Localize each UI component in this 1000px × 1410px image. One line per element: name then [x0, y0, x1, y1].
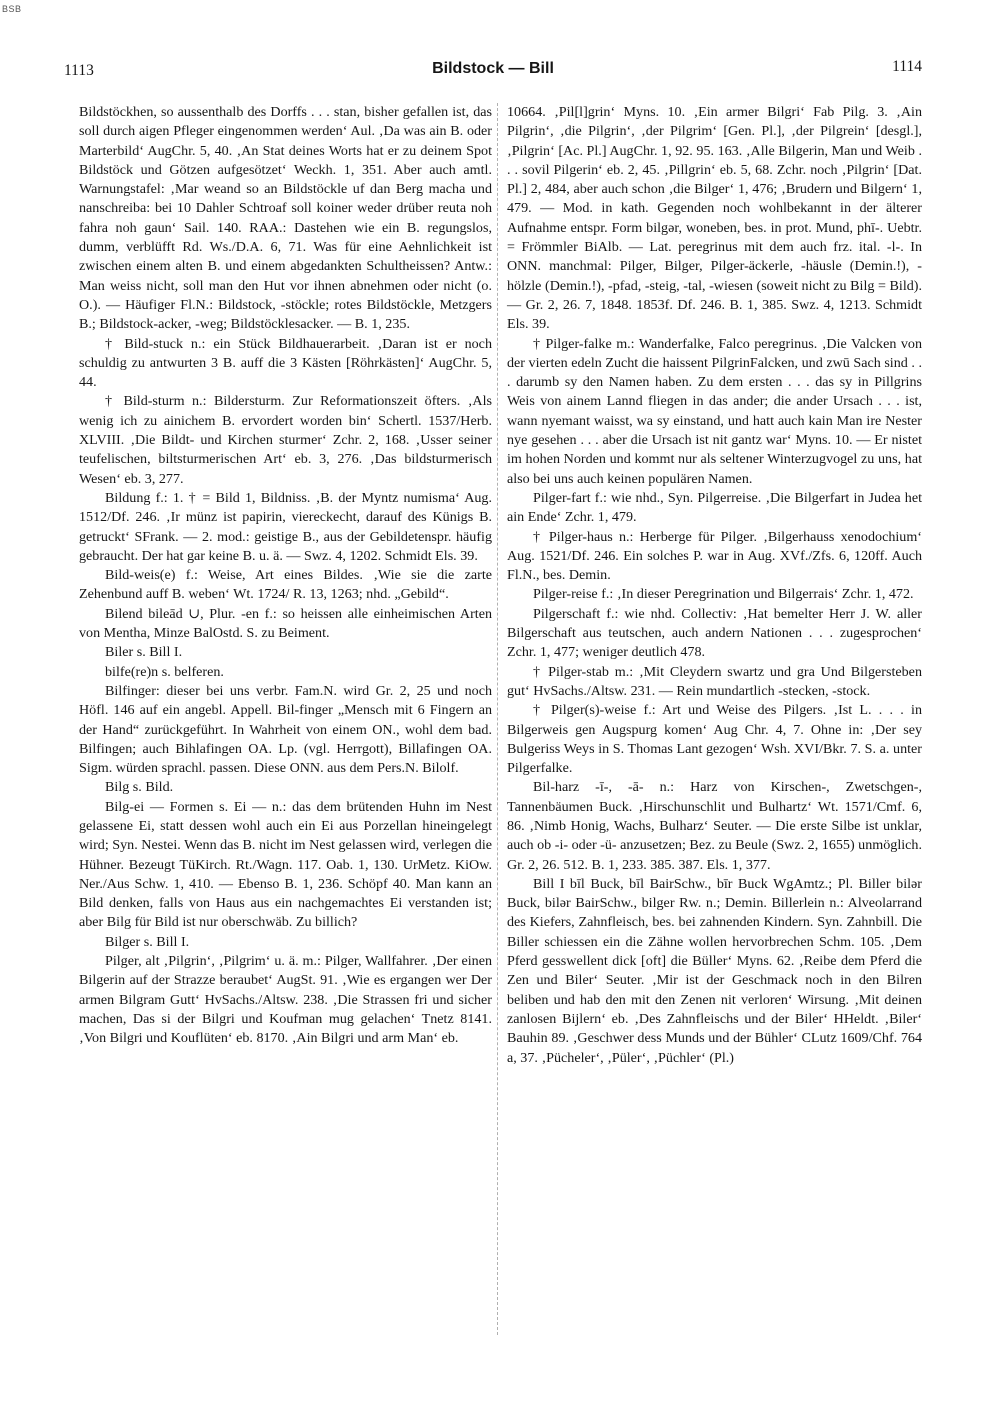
right-column	[507, 103, 922, 1068]
column-divider	[497, 103, 499, 1335]
entry-bild-stuck: † Bild-stuck n.: ein Stück Bildhauerarbeit. ‚Daran ist er noch schuldig zu antwurten 3 B. auff die 3 Kästen [Röhrkästen]‘ AugChr. 5, 44.	[79, 335, 492, 391]
entry-pilger-continued: 10664. ‚Pil[l]grin‘ Myns. 10. ‚Ein armer Bilgri‘ Fab Pilg. 3. ‚Ain Pilgrin‘, ‚die Pilgrin‘, ‚der Pilgrim‘ [Gen. Pl.], ‚der Pilgrein‘ [desgl.], ‚Pilgrin‘ [Ac. Pl.] AugChr. 1, 92. 95. 163. ‚Alle Bilgerin, Man und Weib . . . sovil Pilgerin‘ eb. 2, 45. ‚Pillgrin‘ eb. 5, 68. Zchr. noch ‚Pilgrin‘ [Dat. Pl.] 2, 484, aber auch schon ‚die Bilger‘ 1, 476; ‚Brudern und Bilgern‘ 1, 479. — Mod. in kath. Gegenden noch wohlbekannt in der älterer Aufnahme entspr. Form bilgər, woneben, bes. in prot. Mund, phī-. Uebtr. = Frömmler BiAlb. — Lat. peregrinus mit dem auch frz. ital. -l-. In ONN. manchmal: Pilger, Bilger, Pilger-äckerle, -häusle (Demin.!), -hölzle (Demin.!), -pfad, -steig, -tal, -wiesen (soweit nicht zu Bilg = Bild). — Gr. 2, 26. 7, 1848. 1853f. Df. 246. B. 1, 385. Swz. 4, 1213. Schmidt Els. 39.	[507, 104, 922, 333]
entry-pilger-fart: Pilger-fart f.: wie nhd., Syn. Pilgerreise. ‚Die Bilgerfart in Judea het ain Ende‘ Zchr. 1, 479.	[507, 489, 922, 526]
entry-bildung: Bildung f.: 1. † = Bild 1, Bildniss. ‚B. der Myntz numisma‘ Aug. 1512/Df. 246. ‚Ir münz ist papirin, viereckecht, darauf des Künigs B. getruckt‘ SFrank. — 2. mod.: geistige B., aus der Gebildetenspr. häufig gebraucht. Der hat gar keine B. u. ä. — Swz. 4, 1202. Schmidt Els. 39.	[79, 489, 492, 564]
entry-bilg-ei: Bilg-ei — Formen s. Ei — n.: das dem brütenden Huhn im Nest gelassene Ei, statt dessen wohl auch ein Ei aus Porzellan hineingelegt wird; Syn. Nestei. Wenn das B. nicht im Nest gelassen wird, verlegen die Hühner. Bezeugt TüKirch. Rt./Wagn. 117. Oab. 1, 130. UrMetz. KiOw. Ner./Aus Schw. 1, 410. — Ebenso B. 1, 236. Schöpf 40. Man kann an Bild denken, falls von Haus aus ein nachgemachtes Ei verstanden ist; aber Bilg für Bild ist nur oberschwäb. Zu billich?	[79, 798, 492, 931]
entry-biler: Biler s. Bill I.	[105, 644, 183, 661]
entry-pilger-haus: † Pilger-haus n.: Herberge für Pilger. ‚Bilgerhauss xenodochium‘ Aug. 1521/Df. 246. Ein solches P. war in Aug. XVf./Zfs. 6, 120ff. Auch Fl.N., bes. Demin.	[507, 528, 922, 584]
entry-bild-sturm: † Bild-sturm n.: Bildersturm. Zur Reformationszeit öfters. ‚Als wenig ich zu ainichem B. ervordert worden bin‘ Schertl. 1537/Herb. XLVIII. ‚Die Bildt- und Kirchen sturmer‘ Zchr. 2, 168. ‚Usser seiner teufelischen, biltsturmerischen Art‘ eb. 3, 276. ‚Das bildsturmerisch Wesen‘ eb. 3, 277.	[79, 393, 492, 487]
entry-bilg: Bilg s. Bild.	[105, 779, 174, 796]
entry-pilger-weise: † Pilger(s)-weise f.: Art und Weise des Pilgers. ‚Ist L. . . . in Bilgerweis gen Augspurg komen‘ Aug Chr. 4, 7. Ohne in: ‚Der sey Bulgeriss Weys in S. Thomas Lant gezogen‘ Wsh. XVI/Bkr. 7. S. a. unter Pilgerfalke.	[507, 702, 922, 777]
entry-pilger-reise: Pilger-reise f.: ‚In dieser Peregrination und Bilgerrais‘ Zchr. 1, 472.	[533, 586, 914, 603]
entry-bild-weise: Bild-weis(e) f.: Weise, Art eines Bildes. ‚Wie sie die zarte Zehenbund auff B. weben‘ Wt. 1724/ R. 13, 1263; nhd. „Gebild“.	[79, 567, 492, 603]
page-header	[64, 58, 922, 84]
page-number-left: 1113	[64, 62, 94, 79]
library-watermark: BSB	[2, 4, 22, 14]
entry-pilger: Pilger, alt ‚Pilgrin‘, ‚Pilgrim‘ u. ä. m.: Pilger, Wallfahrer. ‚Der einen Bilgerin auf der Strazze beraubet‘ AugSt. 91. ‚Wie es ergangen wer Der armen Bilgram Gutt‘ HvSachs./Altsw. 238. ‚Die Strassen fri und sicher machen, Das si der Bilgri und Koufman mug gelachen‘ Tnetz 8141. ‚Von Bilgri und Kouflüten‘ eb. 8170. ‚Ain Bilgri und arm Man‘ eb.	[79, 953, 492, 1047]
entry-bilend: Bilend bileād ∪, Plur. -en f.: so heissen alle einheimischen Arten von Mentha, Minze BalOstd. S. zu Beiment.	[79, 605, 492, 642]
entry-pilgerschaft: Pilgerschaft f.: wie nhd. Collectiv: ‚Hat bemelter Herr J. W. aller Bilgerschaft aus teutschen, auch andern Nationen . . . zugesprochen‘ Zchr. 1, 477; weniger deutlich 478.	[507, 605, 922, 661]
entry-bildstock-continued: Bildstöckhen, so aussenthalb des Dorffs . . . stan, bisher gefallen ist, das soll durch aigen Pfleger eingenommen werden‘ Aul. ‚Da was ain B. oder Marterbild‘ AugChr. 5, 40. ‚An Stat deines Worts hat er zu deinem Spot Bildstöck und Götzen aufgesötzet‘ Weckh. 1, 351. Aber auch amtl. Warnungstafel: ‚Mar weand so an Bildstöckle uf dan Berg macha und nanschreiba: bei 10 Dahler Schtroaf soll koiner weder drüber reuta noh fahra noh gaun‘ Sail. 140. RAA.: Dastehen wie ein B. regungslos, dumm, verblüfft Rd. Ws./D.A. 6, 71. Was für eine Aehnlichkeit ist zwischen einem alten B. und einem abgedankten Schultheissen? Antw.: Man weiss nicht, soll man den Hut vor ihnen abnehmen oder nicht (o. O.). — Häufiger Fl.N.: Bildstock, -stöckle; rotes Bildstöckle, Metzgers B.; Bildstock-acker, -weg; Bildstöcklesacker. — B. 1, 235.	[79, 104, 492, 333]
entry-bill-i: Bill I bīl Buck, bīl BairSchw., bīr Buck WgAmtz.; Pl. Biller bilər Buck, bilər BairSchw., bilger Rw. n.; Demin. Billerlein n.: Alveolarrand des Kiefers, Zahnfleisch, bes. bei zahnenden Kindern. Syn. Zahnbill. Die Biller schiessen ein die Zähne wollen hervorbrechen Schm. 105. ‚Dem Pferd gesswellent dick [oft] die Büller‘ Myns. 62. ‚Reibe dem Pferd die Zen und Biler‘ Seuter. ‚Mir ist der Geschmack noch in den Bilren beliben und hab den mit den Zenen nit verloren‘ Wirsung. ‚Mit deinen zanlosen Bijlern‘ eb. ‚Des Zahnfleischs und der Biler‘ HHeldt. ‚Biler‘ Bauhin 89. ‚Geschwer dess Munds und der Bühler‘ CLutz 1609/Chf. 764 a, 37. ‚Pücheler‘, ‚Püler‘, ‚Püchler‘ (Pl.)	[507, 875, 922, 1066]
entry-bil-harz: Bil-harz -ī-, -ā- n.: Harz von Kirschen-, Zwetschgen-, Tannenbäumen Buck. ‚Hirschunschlit und Bulhartz‘ Wt. 1571/Cmf. 6, 86. ‚Nimb Honig, Wachs, Bulharz‘ Seuter. — Die erste Silbe ist unklar, auch ob -i- oder -ü- anzusetzen; Bez. zu Beule (Swz. 2, 1655) unmöglich. Gr. 2, 26. 512. B. 1, 233. 385. 387. Els. 1, 377.	[507, 779, 922, 873]
entry-bilferen: bilfe(re)n s. belferen.	[105, 663, 224, 680]
entry-pilger-stab: † Pilger-stab m.: ‚Mit Cleydern swartz und gra Und Bilgersteben gut‘ HvSachs./Altsw. 231. — Rein mundartlich -stecken, -stock.	[507, 663, 922, 699]
running-title: Bildstock — Bill	[432, 60, 554, 77]
page-number-right: 1114	[892, 58, 922, 75]
entry-pilger-falke: † Pilger-falke m.: Wanderfalke, Falco peregrinus. ‚Die Valcken von der vierten edeln Zucht die haissent PilgrinFalcken, und zwū Sach sind . . . darumb sy den Namen haben. Zu dem ersten . . . das sy in Pillgrins Weis von ainem Lannd fliegen in das ander; die ander Ursach . . . ist, wann nyemant waisst, wa sy einstand, und hatt auch kain Man ire Nester nye gesehen . . . aber die Ursach ist nit gantz war‘ Myns. 10. — Er nistet im hohen Norden und kommt nur als seltener Winterzugvogel zu uns, hat also bei uns auch keinen populären Namen.	[507, 335, 922, 487]
left-column	[79, 103, 492, 1049]
entry-bilfinger: Bilfinger: dieser bei uns verbr. Fam.N. wird Gr. 2, 25 und noch Höfl. 146 auf ein angebl. Appell. Bil-finger „Mensch mit 6 Fingern an der Hand“ zurückgeführt. In Wahrheit von einem ON., wohl dem bad. Bilfingen; auch Bihlafingen OA. Lp. (vgl. Herrgott), Billafingen OA. Sigm. würden sprachl. passen. Diese ONN. aus dem Pers.N. Bilolf.	[79, 682, 492, 777]
entry-bilger: Bilger s. Bill I.	[105, 933, 190, 950]
